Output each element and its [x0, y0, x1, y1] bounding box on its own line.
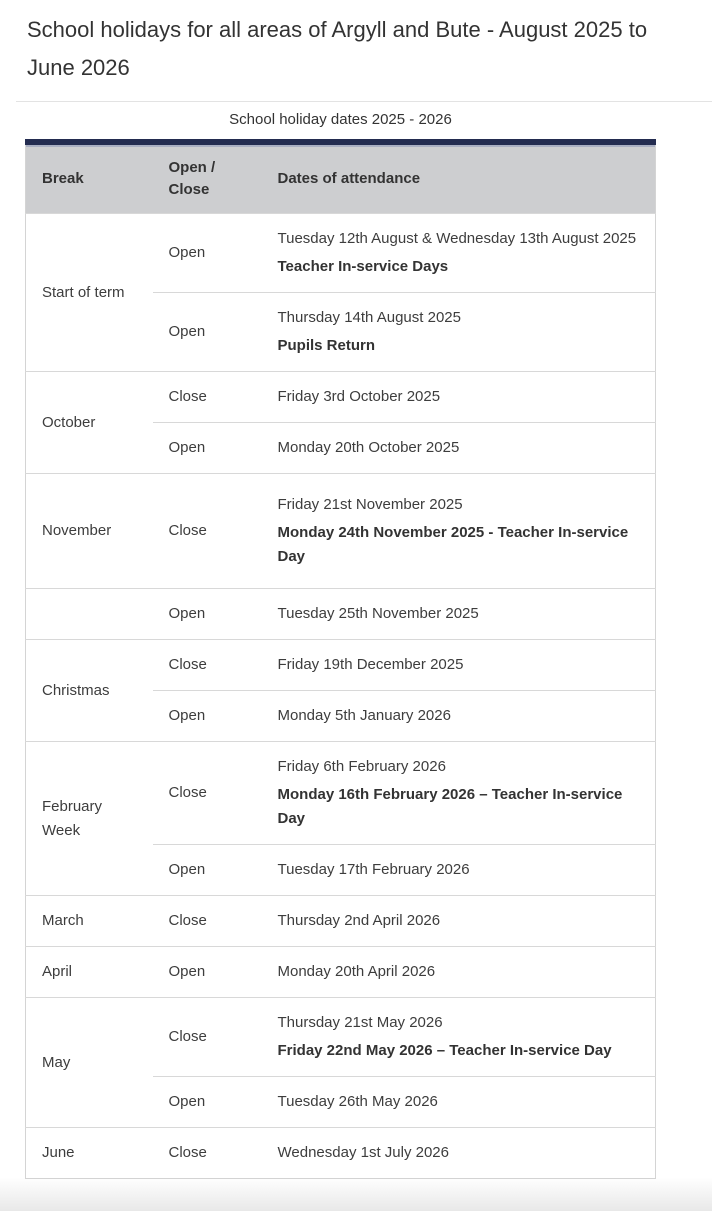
- group-november-open: [26, 589, 656, 640]
- break-cell: October: [42, 413, 96, 431]
- date-text: Monday 5th January 2026: [277, 707, 451, 724]
- table-row: [26, 1128, 656, 1179]
- break-cell: April: [42, 963, 73, 980]
- date-text: Friday 3rd October 2025: [277, 388, 441, 405]
- status-cell: Open: [153, 423, 262, 474]
- date-note: Monday 16th February 2026 – Teacher In-service Day: [277, 786, 623, 827]
- date-cell: [262, 998, 656, 1077]
- date-cell: [262, 589, 656, 640]
- break-cell: November: [42, 522, 112, 539]
- date-text: Friday 6th February 2026: [277, 758, 446, 775]
- break-cell: Christmas: [42, 681, 110, 699]
- date-cell: [262, 691, 656, 742]
- status-cell: Close: [168, 388, 207, 405]
- date-text: Friday 19th December 2025: [277, 656, 464, 673]
- date-text: Tuesday 12th August & Wednesday 13th August 2025: [277, 230, 637, 247]
- status-cell: Close: [168, 1028, 207, 1045]
- status-cell: Close: [168, 1144, 207, 1161]
- status-cell: Close: [168, 912, 207, 929]
- status-cell: Open: [153, 293, 262, 372]
- date-text: Monday 20th October 2025: [277, 439, 460, 456]
- break-cell: May: [42, 1053, 71, 1071]
- break-cell: Start of term: [42, 283, 125, 301]
- table-row: [26, 998, 656, 1077]
- date-cell: [262, 896, 656, 947]
- header-open-close: [153, 142, 262, 214]
- date-cell: [262, 423, 656, 474]
- date-cell: [262, 947, 656, 998]
- group-march: [26, 896, 656, 947]
- date-note: Teacher In-service Days: [277, 258, 449, 275]
- group-christmas: [26, 640, 656, 742]
- date-text: Friday 21st November 2025: [277, 496, 463, 513]
- header-dates: Dates of attendance: [262, 142, 656, 214]
- group-february-week: [26, 742, 656, 896]
- table-row: [26, 474, 656, 589]
- date-cell: [262, 742, 656, 845]
- break-cell: [26, 589, 153, 640]
- table-row: [26, 640, 656, 691]
- date-cell: [262, 372, 656, 423]
- group-april: [26, 947, 656, 998]
- date-text: Thursday 2nd April 2026: [277, 912, 441, 929]
- table-row: [26, 589, 656, 640]
- status-cell: Open: [168, 244, 206, 261]
- date-note: Monday 24th November 2025 - Teacher In-service Day: [277, 524, 629, 565]
- header-break: Break: [26, 142, 153, 214]
- table-row: [26, 947, 656, 998]
- break-cell: March: [42, 912, 84, 929]
- table-row: [26, 214, 656, 293]
- status-cell: Close: [168, 522, 207, 539]
- table-row: [26, 896, 656, 947]
- date-text: Tuesday 26th May 2026: [277, 1093, 438, 1110]
- date-cell: [262, 1077, 656, 1128]
- date-note: Pupils Return: [277, 337, 376, 354]
- date-cell: [262, 293, 656, 372]
- table-header: [26, 142, 656, 214]
- school-holidays-table: [25, 102, 656, 1179]
- date-cell: [262, 214, 656, 293]
- date-text: Monday 20th April 2026: [277, 963, 436, 980]
- status-cell: Open: [153, 845, 262, 896]
- status-cell: Open: [153, 691, 262, 742]
- date-cell: [262, 1128, 656, 1179]
- date-cell: [262, 640, 656, 691]
- break-cell: June: [42, 1144, 75, 1161]
- group-may: [26, 998, 656, 1128]
- break-cell: February Week: [42, 797, 103, 839]
- group-october: [26, 372, 656, 474]
- date-text: Tuesday 17th February 2026: [277, 861, 470, 878]
- table-caption: School holiday dates 2025 - 2026: [229, 111, 452, 128]
- date-text: Tuesday 25th November 2025: [277, 605, 479, 622]
- status-cell: Close: [168, 656, 207, 673]
- date-text: Thursday 14th August 2025: [277, 309, 461, 326]
- group-june: [26, 1128, 656, 1179]
- status-cell: Open: [168, 605, 206, 622]
- group-november: [26, 474, 656, 589]
- date-cell: [262, 474, 656, 589]
- header-row: [26, 142, 656, 214]
- table-row: [26, 372, 656, 423]
- date-note: Friday 22nd May 2026 – Teacher In-service Day: [277, 1042, 612, 1059]
- status-cell: Open: [153, 1077, 262, 1128]
- table-row: [26, 742, 656, 845]
- date-text: Wednesday 1st July 2026: [277, 1144, 449, 1161]
- page-bottom-fade: [0, 1177, 712, 1211]
- group-start-of-term: [26, 214, 656, 372]
- status-cell: Open: [168, 963, 206, 980]
- date-cell: [262, 845, 656, 896]
- status-cell: Close: [168, 784, 207, 801]
- page-title: School holidays for all areas of Argyll and Bute - August 2025 to June 2026: [27, 17, 648, 80]
- date-text: Thursday 21st May 2026: [277, 1014, 443, 1031]
- header-open-close-label: Open / Close: [168, 159, 216, 198]
